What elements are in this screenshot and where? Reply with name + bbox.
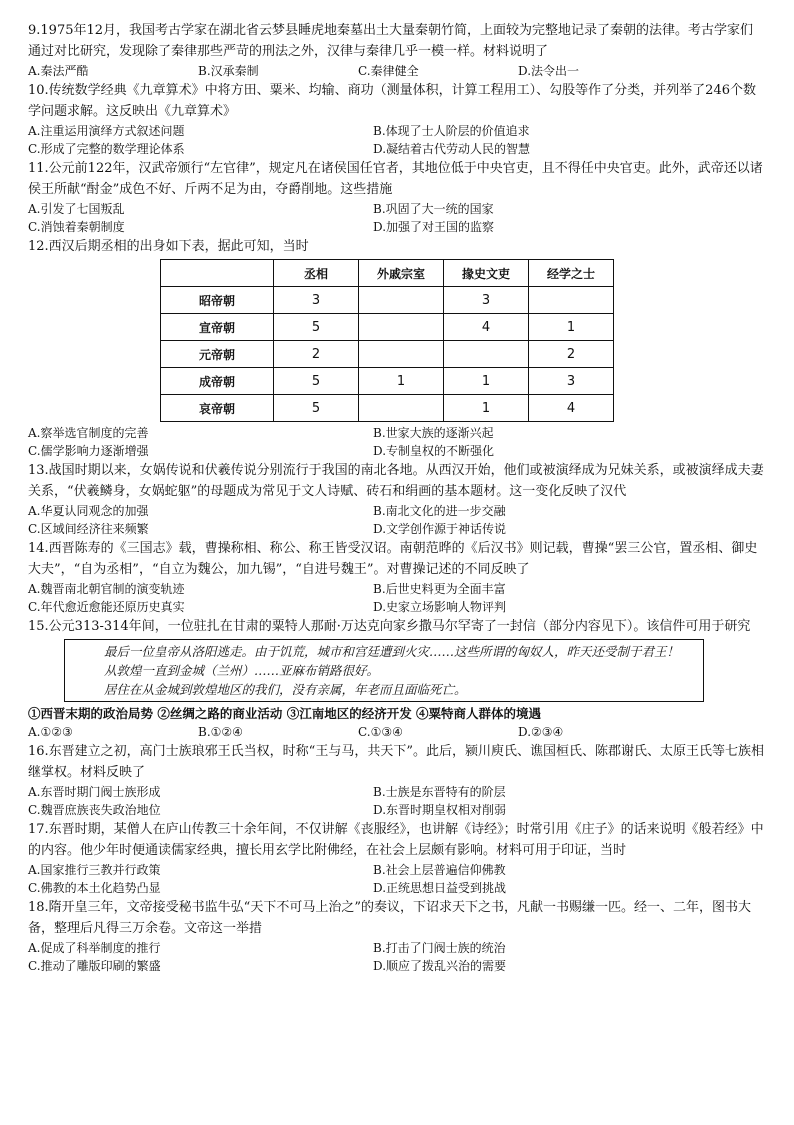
option-b: B.后世史料更为全面丰富 xyxy=(373,582,506,596)
question-14-stem: 14.西晋陈寿的《三国志》载，曹操称相、称公、称王皆受汉诏。南朝范晔的《后汉书》则记载，曹操“罢三公官，置丞相、御史大夫”，“自为丞相”，“自立为魏公，加九锡”，“自进号魏王”。对曹操记述的不同反映了 xyxy=(28,541,758,577)
question-11-stem: 11.公元前122年，汉武帝颁行“左官律”，规定凡在诸侯国任官者，其地位低于中央官吏，且不得任中央官吏。此外，武帝还以诸侯王所献“酎金”成色不好、斤两不足为由，夺爵削地。这些措施 xyxy=(28,161,763,197)
question-18-options xyxy=(28,939,764,975)
table-cell: 3 xyxy=(274,287,359,314)
option-a: A.引发了七国叛乱 xyxy=(28,202,125,216)
question-15-items: ①西晋末期的政治局势 ②丝绸之路的商业活动 ③江南地区的经济开发 ④粟特商人群体的境遇 xyxy=(28,706,542,721)
question-9-options xyxy=(28,62,764,80)
table-cell: 3 xyxy=(529,368,614,395)
option-c: C.儒学影响力逐渐增强 xyxy=(28,444,149,458)
question-10-stem: 10.传统数学经典《九章算术》中将方田、粟米、均输、商功（测量体积，计算工程用工）、勾股等作了分类，并列举了246个数学问题求解。这反映出《九章算术》 xyxy=(28,83,756,119)
table-cell: 5 xyxy=(274,395,359,422)
table-header-cell: 丞相 xyxy=(274,260,359,287)
letter-paragraph: 居住在从金城到敦煌地区的我们，没有亲属，年老而且面临死亡。 xyxy=(104,682,467,697)
option-a: A.魏晋南北朝官制的演变轨迹 xyxy=(28,582,185,596)
question-16-stem: 16.东晋建立之初，高门士族琅邪王氏当权，时称“王与马，共天下”。此后，颍川庾氏、谯国桓氏、陈郡谢氏、太原王氏等七族相继掌权。材料反映了 xyxy=(28,744,764,780)
option-a: A.华夏认同观念的加强 xyxy=(28,504,149,518)
option-b: B.巩固了大一统的国家 xyxy=(373,202,494,216)
letter-paragraph: 最后一位皇帝从洛阳逃走。由于饥荒，城市和宫廷遭到火灾……这些所谓的匈奴人，昨天还受制于君王！ xyxy=(104,644,680,659)
table-cell xyxy=(359,395,444,422)
table-cell: 2 xyxy=(529,341,614,368)
table-cell xyxy=(359,287,444,314)
question-15-stem: 15.公元313-314年间，一位驻扎在甘肃的粟特人那耐·万达克向家乡撒马尔罕寄了一封信（部分内容见下）。该信件可用于研究 xyxy=(28,619,751,634)
option-a: A.注重运用演绎方式叙述问题 xyxy=(28,124,185,138)
table-cell: 5 xyxy=(274,314,359,341)
table-header-cell: 经学之士 xyxy=(529,260,614,287)
option-d: D.法令出一 xyxy=(518,64,580,78)
table-cell: 2 xyxy=(274,341,359,368)
option-d: D.正统思想日益受到挑战 xyxy=(373,881,507,895)
table-cell xyxy=(359,314,444,341)
option-d: D.文学创作源于神话传说 xyxy=(373,522,507,536)
question-13 xyxy=(28,460,764,538)
table-row-header: 成帝朝 xyxy=(161,368,274,395)
table-cell: 3 xyxy=(444,287,529,314)
option-c: C.形成了完整的数学理论体系 xyxy=(28,142,185,156)
table-cell: 1 xyxy=(444,395,529,422)
sogdian-letter-excerpt xyxy=(64,639,704,702)
question-9 xyxy=(28,20,764,80)
question-17 xyxy=(28,819,764,897)
option-b: B.打击了门阀士族的统治 xyxy=(373,941,506,955)
question-18 xyxy=(28,897,764,975)
option-b: B.世家大族的逐渐兴起 xyxy=(373,426,494,440)
option-c: C.魏晋庶族丧失政治地位 xyxy=(28,803,161,817)
question-14 xyxy=(28,538,764,616)
option-b: B.体现了士人阶层的价值追求 xyxy=(373,124,530,138)
table-cell: 4 xyxy=(444,314,529,341)
question-13-options xyxy=(28,502,764,538)
option-b: B.南北文化的进一步交融 xyxy=(373,504,506,518)
option-b: B.①②④ xyxy=(198,725,243,739)
option-d: D.东晋时期皇权相对削弱 xyxy=(373,803,507,817)
table-row xyxy=(161,341,614,368)
option-b: B.士族是东晋特有的阶层 xyxy=(373,785,506,799)
table-cell: 1 xyxy=(359,368,444,395)
table-cell xyxy=(444,341,529,368)
table-cell: 4 xyxy=(529,395,614,422)
option-c: C.年代愈近愈能还原历史真实 xyxy=(28,600,185,614)
question-16-options xyxy=(28,783,764,819)
table-row xyxy=(161,368,614,395)
option-a: A.秦法严酷 xyxy=(28,64,89,78)
table-row-header: 宣帝朝 xyxy=(161,314,274,341)
option-c: C.①③④ xyxy=(358,725,403,739)
table-header-cell: 掾史文吏 xyxy=(444,260,529,287)
option-a: A.①②③ xyxy=(28,725,73,739)
question-10-options xyxy=(28,122,764,158)
question-12 xyxy=(28,236,764,460)
table-header-cell: 外戚宗室 xyxy=(359,260,444,287)
option-b: B.社会上层普遍信仰佛教 xyxy=(373,863,506,877)
table-cell: 1 xyxy=(444,368,529,395)
question-11 xyxy=(28,158,764,236)
option-c: C.推动了雕版印刷的繁盛 xyxy=(28,959,161,973)
option-c: C.区域间经济往来频繁 xyxy=(28,522,149,536)
table-row xyxy=(161,314,614,341)
letter-paragraph: 从敦煌一直到金城（兰州）……亚麻布销路很好。 xyxy=(104,663,380,678)
table-row xyxy=(161,395,614,422)
question-18-stem: 18.隋开皇三年，文帝接受秘书监牛弘“天下不可马上治之”的奏议，下诏求天下之书，凡献一书赐缣一匹。经一、二年，图书大备，整理后凡得三万余卷。文帝这一举措 xyxy=(28,900,751,936)
option-d: D.专制皇权的不断强化 xyxy=(373,444,495,458)
table-cell xyxy=(529,287,614,314)
question-10 xyxy=(28,80,764,158)
option-a: A.察举选官制度的完善 xyxy=(28,426,149,440)
option-a: A.国家推行三教并行政策 xyxy=(28,863,161,877)
option-a: A.东晋时期门阀士族形成 xyxy=(28,785,161,799)
option-a: A.促成了科举制度的推行 xyxy=(28,941,161,955)
question-16 xyxy=(28,741,764,819)
table-header-row xyxy=(161,260,614,287)
table-row-header: 元帝朝 xyxy=(161,341,274,368)
question-17-stem: 17.东晋时期，某僧人在庐山传教三十余年间，不仅讲解《丧服经》，也讲解《诗经》；时常引用《庄子》的话来说明《般若经》中的内容。他少年时便通读儒家经典，擅长用玄学比附佛经，在社会上层颇有影响。材料可用于印证，当时 xyxy=(28,822,764,858)
table-cell xyxy=(359,341,444,368)
table-cell: 1 xyxy=(529,314,614,341)
option-b: B.汉承秦制 xyxy=(198,64,259,78)
question-11-options xyxy=(28,200,764,236)
option-c: C.秦律健全 xyxy=(358,64,419,78)
question-15-options xyxy=(28,723,764,741)
question-14-options xyxy=(28,580,764,616)
question-15 xyxy=(28,616,764,741)
question-9-stem: 9.1975年12月，我国考古学家在湖北省云梦县睡虎地秦墓出土大量秦朝竹简，上面较为完整地记录了秦朝的法律。考古学家们通过对比研究，发现除了秦律那些严苛的刑法之外，汉律与秦律几乎一模一样。材料说明了 xyxy=(28,23,754,59)
table-cell: 5 xyxy=(274,368,359,395)
option-d: D.顺应了拨乱兴治的需要 xyxy=(373,959,507,973)
option-d: D.史家立场影响人物评判 xyxy=(373,600,507,614)
option-d: D.加强了对王国的监察 xyxy=(373,220,495,234)
question-17-options xyxy=(28,861,764,897)
table-row-header: 哀帝朝 xyxy=(161,395,274,422)
option-c: C.佛教的本土化趋势凸显 xyxy=(28,881,161,895)
table-row xyxy=(161,287,614,314)
question-12-options xyxy=(28,424,764,460)
option-d: D.②③④ xyxy=(518,725,564,739)
table-row-header: 昭帝朝 xyxy=(161,287,274,314)
option-d: D.凝结着古代劳动人民的智慧 xyxy=(373,142,531,156)
option-c: C.消蚀着秦朝制度 xyxy=(28,220,125,234)
chancellor-origin-table xyxy=(160,259,614,422)
question-13-stem: 13.战国时期以来，女娲传说和伏羲传说分别流行于我国的南北各地。从西汉开始，他们或被演绎成为兄妹关系，或被演绎成夫妻关系，“伏羲鳞身，女娲蛇躯”的母题成为常见于文人诗赋、砖石和绢画的基本题材。这一变化反映了汉代 xyxy=(28,463,764,499)
table-header-cell xyxy=(161,260,274,287)
question-12-stem: 12.西汉后期丞相的出身如下表，据此可知，当时 xyxy=(28,239,309,254)
